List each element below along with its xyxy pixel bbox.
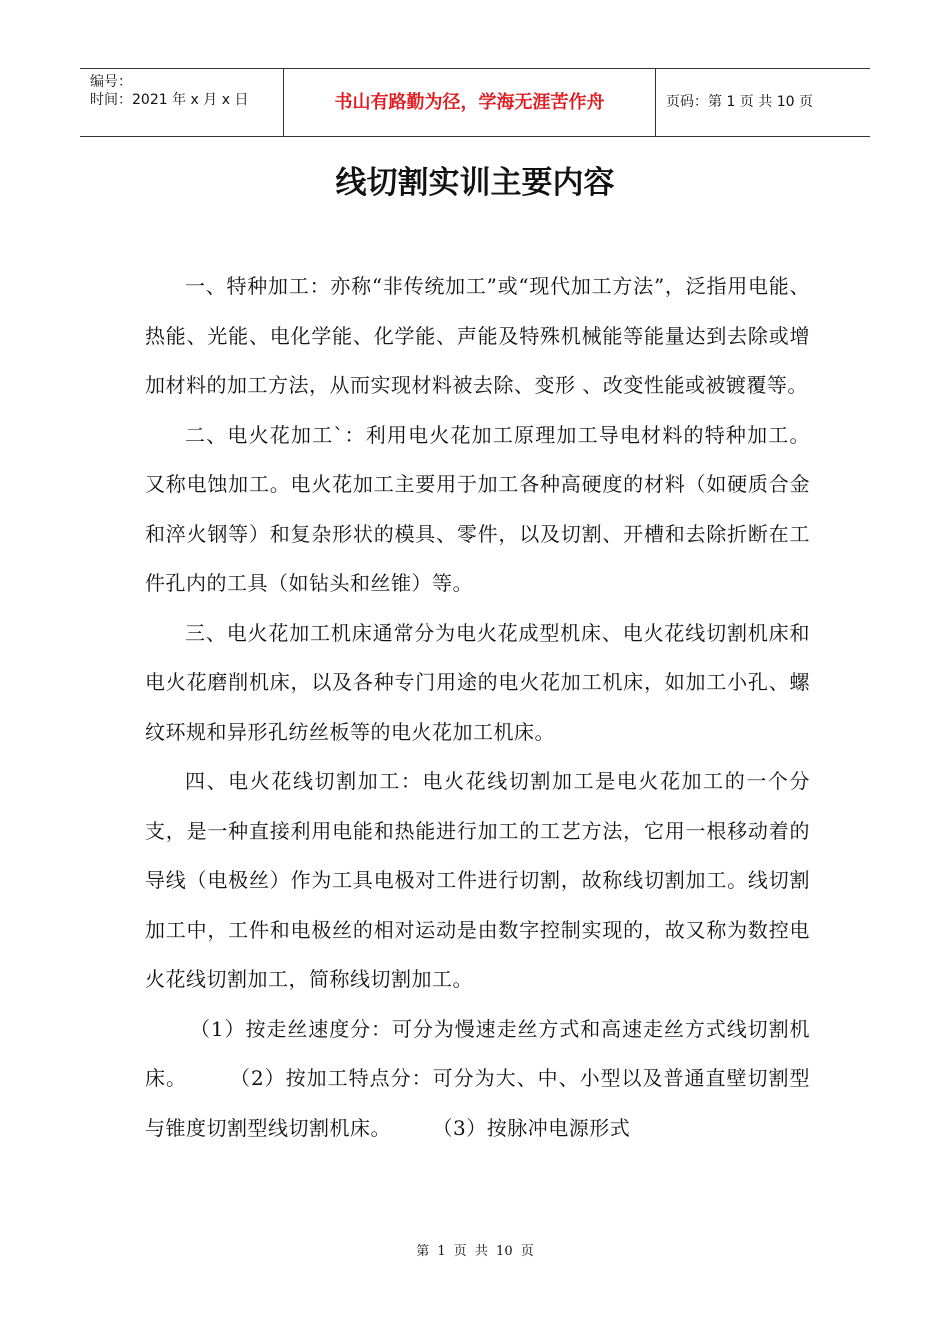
page-header <box>80 68 870 137</box>
header-meta <box>80 69 283 136</box>
document-date: 时间：2021 年 x 月 x 日 <box>90 92 249 108</box>
paragraph-edm: 二、电火花加工`：利用电火花加工原理加工导电材料的特种加工。又称电蚀加工。电火花加工主要用于加工各种高硬度的材料（如硬质合金和淬火钢等）和复杂形状的模具、零件，以及切割、开槽和去除折断在工件孔内的工具（如钻头和丝锥）等。 <box>145 422 810 595</box>
paragraph-wire-cutting: 四、电火花线切割加工：电火花线切割加工是电火花加工的一个分支，是一种直接利用电能和热能进行加工的工艺方法，它用一根移动着的导线（电极丝）作为工具电极对工件进行切割，故称线切割加工。线切割加工中，工件和电极丝的相对运动是由数字控制实现的，故又称为数控电火花线切割加工，简称线切割加工。 <box>145 769 810 991</box>
header-motto: 书山有路勤为径，学海无涯苦作舟 <box>283 69 656 136</box>
document-body <box>145 262 810 1153</box>
page-footer: 第 1 页 共 10 页 <box>416 1244 534 1259</box>
paragraph-classification: （1）按走丝速度分：可分为慢速走丝方式和高速走丝方式线切割机床。 （2）按加工特点分：可分为大、中、小型以及普通直壁切割型与锥度切割型线切割机床。 （3）按脉冲电源形式 <box>145 1016 810 1140</box>
paragraph-special-machining: 一、特种加工：亦称“非传统加工”或“现代加工方法”，泛指用电能、热能、光能、电化学能、化学能、声能及特殊机械能等能量达到去除或增加材料的加工方法，从而实现材料被去除、变形 、改变性能或被镀覆等。 <box>145 274 810 397</box>
header-page-info: 页码：第 1 页 共 10 页 <box>666 94 813 110</box>
document-number-label: 编号： <box>90 74 132 90</box>
paragraph-edm-machines: 三、电火花加工机床通常分为电火花成型机床、电火花线切割机床和电火花磨削机床，以及各种专门用途的电火花加工机床，如加工小孔、螺纹环规和异形孔纺丝板等的电火花加工机床。 <box>145 620 810 744</box>
document-title: 线切割实训主要内容 <box>335 165 615 201</box>
